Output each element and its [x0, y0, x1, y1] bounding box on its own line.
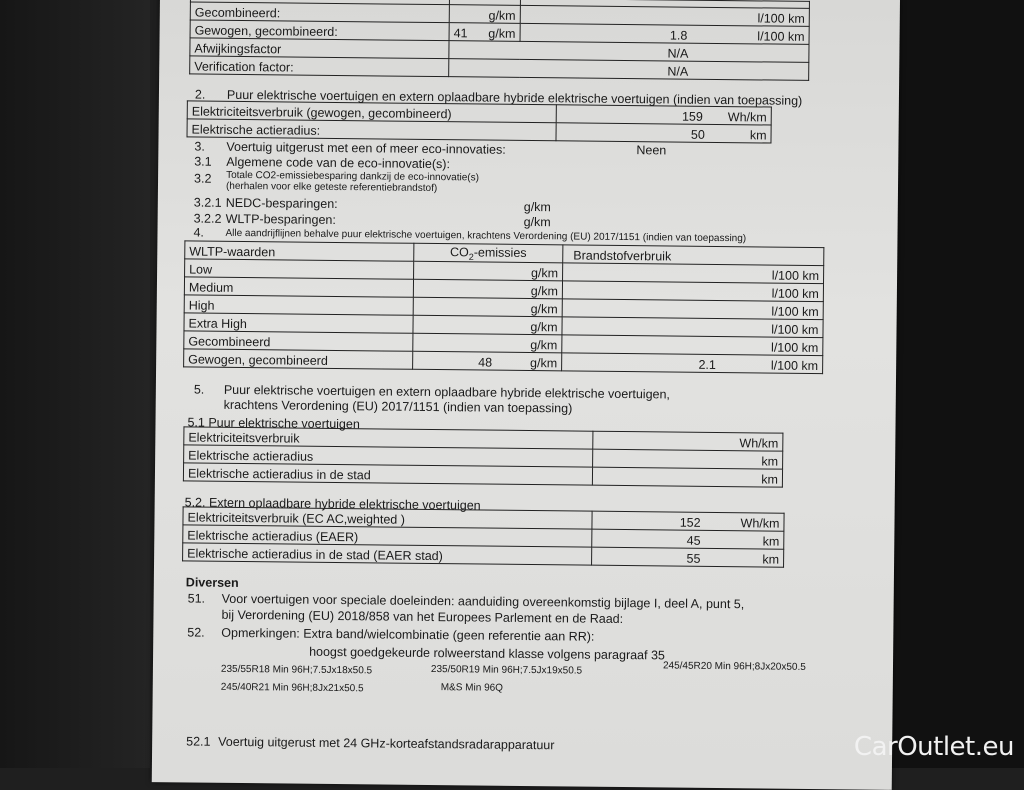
table-row: Elektrische actieradius: 50 km: [187, 119, 771, 143]
section-52-line2: hoogst goedgekeurde rolweerstand klasse volgens paragraaf 35: [309, 644, 665, 663]
section-3-text: Voertuig uitgerust met een of meer eco-innovaties:: [226, 139, 506, 157]
tyre-5: M&S Min 96Q: [440, 682, 504, 694]
section-5-1-title: 5.1 Puur elektrische voertuigen: [187, 415, 360, 432]
section-3-2-number: 3.2: [193, 171, 212, 186]
eco-innovation-value: Neen: [636, 143, 667, 158]
table-row: Afwijkingsfactor N/A: [190, 38, 809, 62]
wltp-header: WLTP-waarden: [185, 241, 414, 261]
table-row: Gecombineerd: g/km l/100 km: [190, 2, 809, 26]
table-row: Gewogen, gecombineerd 48 g/km 2.1 l/100 km: [184, 349, 823, 374]
tyre-1: 235/55R18 Min 96H;7.5Jx18x50.5: [220, 663, 373, 677]
top-table: [189, 0, 810, 81]
tyre-4: 245/40R21 Min 96H;8Jx21x50.5: [220, 681, 364, 695]
nedc-unit: g/km: [523, 199, 551, 215]
table-row: Low g/km l/100 km: [185, 259, 824, 284]
table-row: Gewogen, gecombineerd: 41 g/km 1.8 l/100 km: [190, 20, 809, 44]
ev-table: [183, 426, 784, 487]
section-52-number: 52.: [187, 625, 205, 640]
section-51-line1: Voor voertuigen voor speciale doeleinden: aanduiding overeenkomstig bijlage I, deel A, punt 5,: [221, 591, 745, 612]
section-2-title: Puur elektrische voertuigen en extern oplaadbare hybride elektrische voertuigen (indien van toepassing): [226, 87, 803, 108]
section-52-1-number: 52.1: [186, 734, 211, 749]
section-3-2-2-number: 3.2.2: [193, 211, 222, 226]
section-3-1-number: 3.1: [194, 154, 212, 169]
section-3-1-text: Algemene code van de eco-innovatie(s):: [226, 154, 451, 172]
section-52-1-text: Voertuig uitgerust met 24 GHz-korteafstandsradarapparatuur: [218, 734, 555, 753]
section-3-number: 3.: [194, 139, 205, 154]
section-52-line1: Opmerkingen: Extra band/wielcombinatie (geen referentie aan RR):: [221, 625, 595, 644]
fuel-header: Brandstofverbruik: [563, 245, 824, 266]
tyre-3: 245/45R20 Min 96H;8Jx20x50.5: [662, 660, 806, 673]
table-row: Elektrische actieradius km: [184, 445, 783, 469]
section-5-2-title: 5.2. Extern oplaadbare hybride elektrische voertuigen: [184, 495, 481, 513]
table-row: Gecombineerd g/km l/100 km: [184, 331, 823, 356]
section-5-number: 5.: [193, 382, 205, 397]
table-row: Elektrische actieradius (EAER) 45 km: [183, 525, 784, 549]
table-row: Elektriciteitsverbruik (EC AC,weighted ) 152 Wh/km: [183, 507, 784, 531]
section-3-2-1-text: NEDC-besparingen:: [225, 195, 338, 211]
table-row: Elektrische actieradius in de stad km: [183, 463, 782, 487]
co2-header: $CO_2$-emissies: [414, 243, 563, 263]
table-row: Verification factor: N/A: [190, 56, 809, 80]
section-51-line2: bij Verordening (EU) 2018/858 van het Europees Parlement en de Raad:: [221, 607, 624, 627]
section-4-number: 4.: [193, 225, 205, 240]
table-row: Medium g/km l/100 km: [184, 277, 823, 302]
section-2-number: 2.: [194, 87, 206, 102]
diversen-heading: Diversen: [185, 575, 239, 590]
section-51-number: 51.: [187, 591, 206, 606]
table-row: Elektriciteitsverbruik (gewogen, gecombineerd) 159 Wh/km: [187, 101, 771, 125]
section-4-text: Alle aandrijflijnen behalve puur elektrische voertuigen, krachtens Verordening (EU) 2017/1151 (indien van toepassing): [225, 227, 747, 245]
table-row: Elektrische actieradius in de stad (EAER stad) 55 km: [183, 543, 784, 567]
wltp-unit: g/km: [523, 214, 551, 230]
wltp-table: [183, 240, 824, 374]
phev-table: [182, 506, 785, 567]
left-background: [0, 0, 150, 768]
section-3-2-1-number: 3.2.1: [193, 195, 222, 210]
section-3-2-line1: Totale CO2-emissiebesparing dankzij de eco-innovatie(s): [226, 169, 480, 184]
document-page: [152, 0, 900, 790]
table-row: Elektriciteitsverbruik Wh/km: [184, 427, 783, 451]
table-row: High g/km l/100 km: [184, 295, 823, 320]
caroutlet-watermark: CarOutlet.eu: [853, 732, 1014, 762]
electric-table: [187, 100, 772, 143]
section-3-2-2-text: WLTP-besparingen:: [225, 211, 336, 227]
section-5-line1: Puur elektrische voertuigen en extern oplaadbare hybride elektrische voertuigen,: [223, 382, 671, 402]
section-3-2-line2: (herhalen voor elke geteste referentiebrandstof): [225, 180, 438, 195]
section-5-line2: krachtens Verordening (EU) 2017/1151 (indien van toepassing): [223, 397, 573, 416]
table-row: Extra High g/km l/100 km: [184, 313, 823, 338]
tyre-2: 235/50R19 Min 96H;7.5Jx19x50.5: [430, 663, 583, 677]
